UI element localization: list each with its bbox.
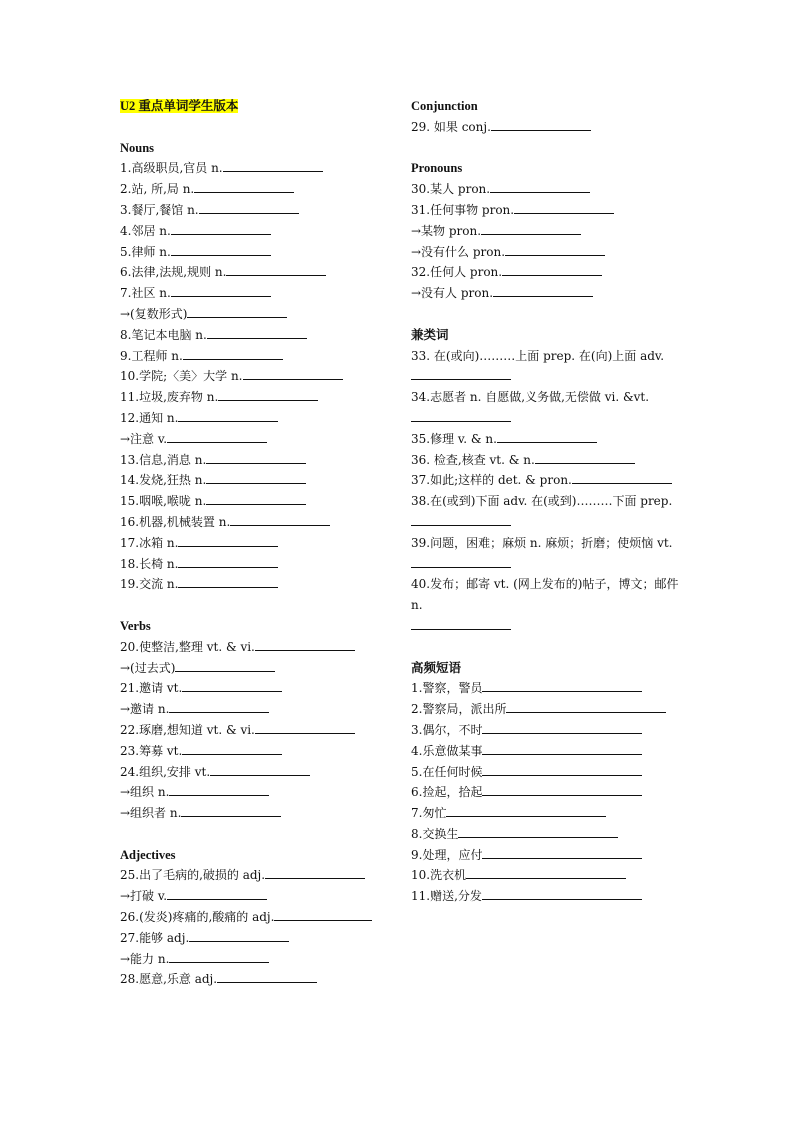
answer-blank[interactable]	[482, 720, 642, 734]
answer-blank[interactable]	[189, 928, 289, 942]
vocab-item: 17.冰箱 n.	[120, 533, 390, 554]
vocab-item: →(复数形式)	[120, 304, 390, 325]
vocab-item: 25.出了毛病的,破损的 adj.	[120, 865, 390, 886]
answer-blank[interactable]	[171, 283, 271, 297]
vocab-item: →组织者 n.	[120, 803, 390, 824]
vocab-item: 31.任何事物 pron.	[411, 200, 681, 221]
answer-blank[interactable]	[182, 741, 282, 755]
vocab-item: 36. 检查,核查 vt. & n.	[411, 450, 681, 471]
multi-class-list	[411, 346, 681, 637]
pronouns-heading: Pronouns	[411, 161, 463, 176]
vocab-item: 34.志愿者 n. 自愿做,义务做,无偿做 vi. &vt.	[411, 387, 681, 429]
phrase-item: 3.偶尔，不时	[411, 720, 681, 741]
vocab-item: →没有什么 pron.	[411, 242, 681, 263]
vocab-item: 29. 如果 conj.	[411, 117, 681, 138]
phrase-item: 11.赠送,分发	[411, 886, 681, 907]
vocab-item: →注意 v.	[120, 429, 390, 450]
vocab-item: →打破 v.	[120, 886, 390, 907]
answer-blank[interactable]	[482, 886, 642, 900]
answer-blank[interactable]	[178, 533, 278, 547]
vocab-item: 8.笔记本电脑 n.	[120, 325, 390, 346]
vocab-item: →没有人 pron.	[411, 283, 681, 304]
vocab-item: 7.社区 n.	[120, 283, 390, 304]
answer-blank[interactable]	[206, 450, 306, 464]
answer-blank[interactable]	[411, 366, 511, 380]
vocab-item: 28.愿意,乐意 adj.	[120, 969, 390, 990]
vocab-item: 30.某人 pron.	[411, 179, 681, 200]
vocab-item: 23.筹募 vt.	[120, 741, 390, 762]
answer-blank[interactable]	[255, 637, 355, 651]
answer-blank[interactable]	[572, 470, 672, 484]
answer-blank[interactable]	[482, 762, 642, 776]
answer-blank[interactable]	[178, 408, 278, 422]
answer-blank[interactable]	[411, 616, 511, 630]
vocab-item: 35.修理 v. & n.	[411, 429, 681, 450]
verbs-heading: Verbs	[120, 618, 151, 633]
answer-blank[interactable]	[223, 158, 323, 172]
vocab-item: 24.组织,安排 vt.	[120, 762, 390, 783]
answer-blank[interactable]	[187, 304, 287, 318]
answer-blank[interactable]	[207, 325, 307, 339]
phrases-list	[411, 678, 681, 907]
answer-blank[interactable]	[497, 429, 597, 443]
answer-blank[interactable]	[169, 782, 269, 796]
answer-blank[interactable]	[505, 242, 605, 256]
vocab-item: 21.邀请 vt.	[120, 678, 390, 699]
answer-blank[interactable]	[535, 450, 635, 464]
answer-blank[interactable]	[167, 886, 267, 900]
phrases-heading: 高频短语	[411, 660, 462, 675]
answer-blank[interactable]	[169, 699, 269, 713]
vocab-item: 1.高级职员,官员 n.	[120, 158, 390, 179]
phrase-item: 6.捡起，拾起	[411, 782, 681, 803]
vocab-item: 4.邻居 n.	[120, 221, 390, 242]
answer-blank[interactable]	[178, 554, 278, 568]
vocab-item: →邀请 n.	[120, 699, 390, 720]
answer-blank[interactable]	[411, 512, 511, 526]
vocab-item: 26.(发炎)疼痛的,酸痛的 adj.	[120, 907, 390, 928]
adjectives-heading: Adjectives	[120, 847, 176, 862]
multi-class-heading: 兼类词	[411, 327, 449, 342]
answer-blank[interactable]	[482, 678, 642, 692]
answer-line	[411, 616, 681, 637]
vocab-item: 32.任何人 pron.	[411, 262, 681, 283]
vocab-item: →某物 pron.	[411, 221, 681, 242]
adjectives-list	[120, 865, 390, 990]
answer-blank[interactable]	[210, 762, 310, 776]
vocab-item: 5.律师 n.	[120, 242, 390, 263]
answer-blank[interactable]	[206, 491, 306, 505]
verbs-list	[120, 637, 390, 824]
answer-blank[interactable]	[171, 242, 271, 256]
answer-blank[interactable]	[482, 741, 642, 755]
worksheet-title: U2 重点单词学生版本	[120, 99, 239, 113]
answer-blank[interactable]	[167, 429, 267, 443]
vocab-item: 6.法律,法规,规则 n.	[120, 262, 390, 283]
answer-blank[interactable]	[183, 346, 283, 360]
vocab-item: 33. 在(或向)………上面 prep. 在(向)上面 adv.	[411, 346, 681, 388]
vocab-item: 12.通知 n.	[120, 408, 390, 429]
answer-blank[interactable]	[493, 283, 593, 297]
phrase-item: 9.处理，应付	[411, 845, 681, 866]
answer-blank[interactable]	[175, 658, 275, 672]
answer-blank[interactable]	[466, 865, 626, 879]
vocab-item: 39.问题，困难；麻烦 n. 麻烦；折磨；使烦恼 vt.	[411, 535, 673, 550]
answer-blank[interactable]	[194, 179, 294, 193]
answer-blank[interactable]	[171, 221, 271, 235]
phrase-item: 10.洗衣机	[411, 865, 681, 886]
phrase-item: 7.匆忙	[411, 803, 681, 824]
answer-blank[interactable]	[506, 699, 666, 713]
phrase-item: 1.警察，警员	[411, 678, 681, 699]
vocab-item: 10.学院;〈美〉大学 n.	[120, 366, 390, 387]
left-column	[120, 96, 390, 990]
phrase-item: 2.警察局，派出所	[411, 699, 681, 720]
conjunction-heading: Conjunction	[411, 99, 478, 113]
answer-blank[interactable]	[255, 720, 355, 734]
answer-blank[interactable]	[482, 845, 642, 859]
phrase-item: 8.交换生	[411, 824, 681, 845]
right-column	[411, 96, 681, 907]
answer-blank[interactable]	[411, 408, 511, 422]
vocab-item: 11.垃圾,废弃物 n.	[120, 387, 390, 408]
vocab-item: 37.如此;这样的 det. & pron.	[411, 470, 681, 491]
answer-blank[interactable]	[218, 387, 318, 401]
vocab-item: 2.站, 所,局 n.	[120, 179, 390, 200]
pronouns-list	[411, 179, 681, 304]
answer-blank[interactable]	[490, 179, 590, 193]
vocab-item: 3.餐厅,餐馆 n.	[120, 200, 390, 221]
phrase-item: 5.在任何时候	[411, 762, 681, 783]
answer-blank[interactable]	[226, 262, 326, 276]
answer-blank[interactable]	[502, 262, 602, 276]
answer-blank[interactable]	[206, 470, 306, 484]
phrase-item: 4.乐意做某事	[411, 741, 681, 762]
answer-blank[interactable]	[243, 366, 343, 380]
vocab-item: 40.发布；邮寄 vt. (网上发布的)帖子，博文；邮件 n.	[411, 577, 679, 613]
vocab-item: 16.机器,机械装置 n.	[120, 512, 390, 533]
vocab-item: 15.咽喉,喉咙 n.	[120, 491, 390, 512]
vocab-item: 14.发烧,狂热 n.	[120, 470, 390, 491]
answer-blank[interactable]	[458, 824, 618, 838]
vocab-item: 27.能够 adj.	[120, 928, 390, 949]
answer-blank[interactable]	[481, 221, 581, 235]
answer-blank[interactable]	[182, 678, 282, 692]
vocab-item: →能力 n.	[120, 949, 390, 970]
vocab-item: →组织 n.	[120, 782, 390, 803]
vocab-item: 20.使整洁,整理 vt. & vi.	[120, 637, 390, 658]
answer-line	[411, 554, 681, 575]
vocab-item: 13.信息,消息 n.	[120, 450, 390, 471]
vocab-item: 22.琢磨,想知道 vt. & vi.	[120, 720, 390, 741]
answer-blank[interactable]	[217, 969, 317, 983]
vocab-item: 19.交流 n.	[120, 574, 390, 595]
nouns-list	[120, 158, 390, 595]
answer-blank[interactable]	[265, 865, 365, 879]
vocab-item: 9.工程师 n.	[120, 346, 390, 367]
answer-blank[interactable]	[411, 554, 511, 568]
answer-blank[interactable]	[482, 782, 642, 796]
vocab-item: 38.在(或到)下面 adv. 在(或到)………下面 prep.	[411, 491, 681, 533]
answer-blank[interactable]	[181, 803, 281, 817]
answer-blank[interactable]	[514, 200, 614, 214]
answer-blank[interactable]	[230, 512, 330, 526]
nouns-heading: Nouns	[120, 140, 155, 155]
answer-blank[interactable]	[178, 574, 278, 588]
answer-blank[interactable]	[199, 200, 299, 214]
answer-blank[interactable]	[446, 803, 606, 817]
answer-blank[interactable]	[491, 117, 591, 131]
answer-blank[interactable]	[169, 949, 269, 963]
answer-blank[interactable]	[274, 907, 372, 921]
vocab-item: →(过去式)	[120, 658, 390, 679]
vocab-item: 18.长椅 n.	[120, 554, 390, 575]
